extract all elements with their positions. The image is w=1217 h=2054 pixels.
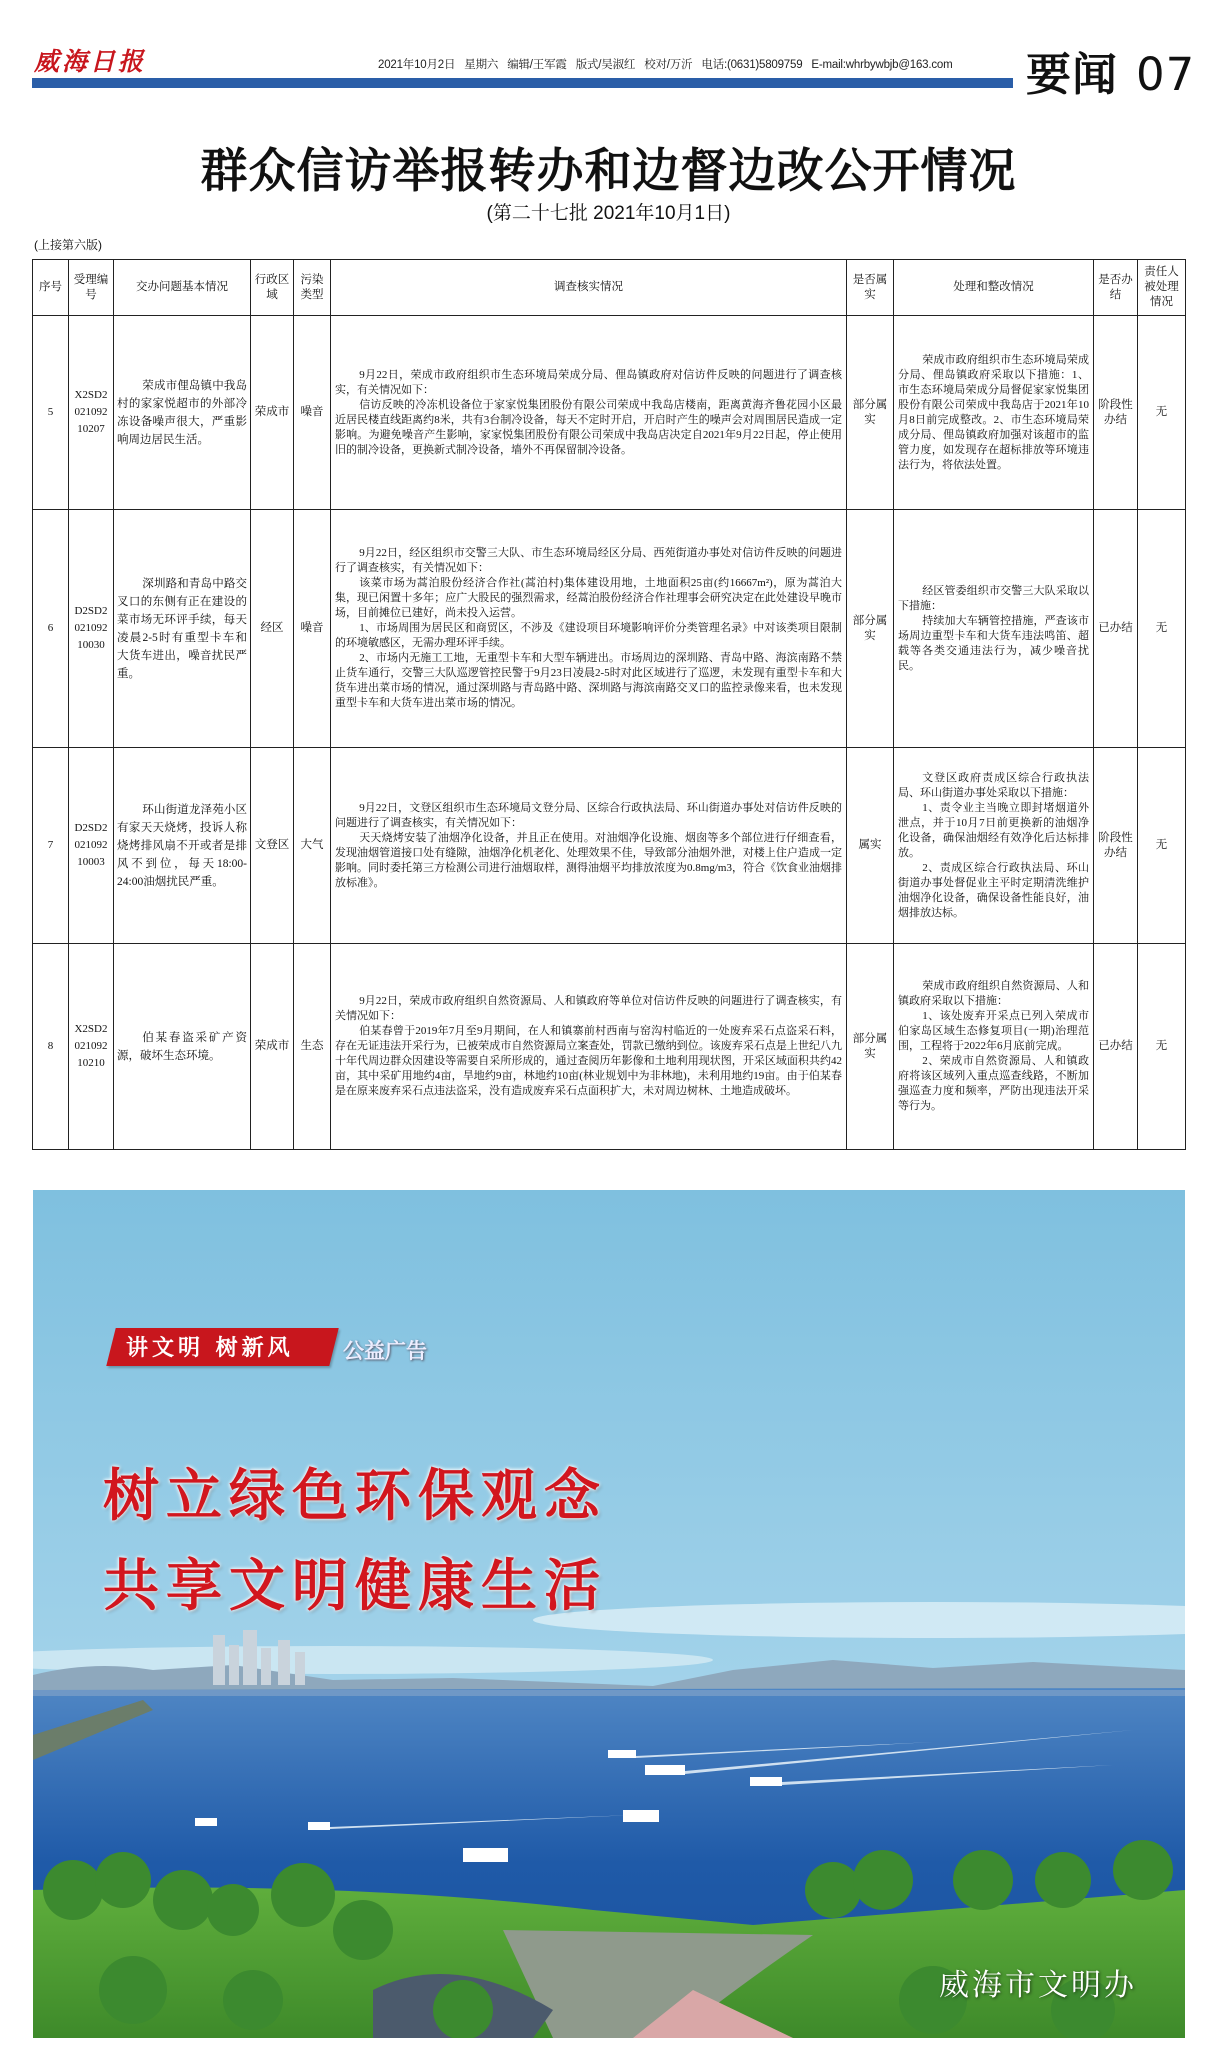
table-header <box>33 260 1186 316</box>
region: 荣成市 <box>251 316 294 510</box>
paragraph: 9月22日，荣成市政府组织市生态环境局荣成分局、俚岛镇政府对信访件反映的问题进行了调查核实，有关情况如下： <box>335 368 842 396</box>
page-subtitle: (第二十七批 2021年10月1日) <box>486 203 731 224</box>
closed-status: 阶段性办结 <box>1094 748 1138 944</box>
column-header: 责任人被处理情况 <box>1138 260 1186 316</box>
row-number: 6 <box>33 510 69 748</box>
pollution-type: 噪音 <box>294 510 331 748</box>
continued-note: (上接第六版) <box>34 238 102 252</box>
meta-item: 星期六 <box>464 59 499 71</box>
accountability: 无 <box>1138 316 1186 510</box>
paragraph: 经区管委组织市交警三大队采取以下措施： <box>898 584 1089 612</box>
row-number: 7 <box>33 748 69 944</box>
meta-item: 校对/万沂 <box>644 59 693 71</box>
findings <box>331 316 847 510</box>
pollution-type: 大气 <box>294 748 331 944</box>
paragraph: 该菜市场为蒿泊股份经济合作社(蒿泊村)集体建设用地，土地面积25亩(约16667m²)，原为蒿泊大集，现已闲置十多年；应广大股民的强烈需求，经蒿泊股份经济合作社理事会研究决定在此处建设早晚市场，目前摊位已建好，尚未投入运营。 <box>335 577 842 619</box>
section-label <box>1026 38 1195 103</box>
section-name: 要闻 <box>1026 48 1119 101</box>
masthead-meta <box>378 56 962 72</box>
column-header: 交办问题基本情况 <box>114 260 251 316</box>
column-header: 是否办结 <box>1094 260 1138 316</box>
verified-status: 部分属实 <box>847 944 894 1150</box>
column-header: 处理和整改情况 <box>894 260 1094 316</box>
closed-status: 已办结 <box>1094 510 1138 748</box>
verified-status: 属实 <box>847 748 894 944</box>
paragraph: 伯某春曾于2019年7月至9月期间，在人和镇寨前村西南与窑沟村临近的一处废弃采石点盗采石料，存在无证违法开采行为，已被荣成市自然资源局立案查处，罚款已缴纳到位。该废弃采石点是上世纪八九十年代周边群众因建设等需要自采所形成的，通过查阅历年影像和土地利用现状图，开采区域面积共约42亩，其中采矿用地约4亩，旱地约9亩，林地约10亩(林业规划中为非林地)，未利用地约19亩。由于伯某春是在原来废弃采石点违法盗采，没有造成废弃采石点面积扩大，未对周边树林、土地造成破坏。 <box>335 1025 842 1097</box>
closed-status: 阶段性办结 <box>1094 316 1138 510</box>
case-id: X2SD202109210207 <box>69 316 114 510</box>
issue-summary <box>114 510 251 748</box>
row-number: 5 <box>33 316 69 510</box>
actions <box>894 944 1094 1150</box>
masthead-bar <box>32 78 1013 88</box>
ad-headline-1: 树立绿色环保观念 <box>103 1464 607 1529</box>
paragraph: 深圳路和青岛中路交叉口的东侧有正在建设的菜市场无环评手续，每天凌晨2-5时有重型卡车和大货车进出，噪音扰民严重。 <box>117 577 247 680</box>
paragraph: 伯某春盗采矿产资源，破坏生态环境。 <box>117 1031 247 1062</box>
accountability: 无 <box>1138 510 1186 748</box>
paragraph: 荣成市政府组织市生态环境局荣成分局、俚岛镇政府采取以下措施：1、市生态环境局荣成分局督促家家悦集团股份有限公司荣成中我岛店于2021年10月8日前完成整改。2、市生态环境局荣成分局、俚岛镇政府加强对该超市的监管力度，如发现存在超标排放等环境违法行为，将依法处置。 <box>898 353 1089 471</box>
actions <box>894 316 1094 510</box>
paragraph: 1、责令业主当晚立即封堵烟道外泄点，并于10月7日前更换新的油烟净化设备，确保油烟经有效净化后达标排放。 <box>898 801 1089 859</box>
paragraph: 1、市场周围为居民区和商贸区，不涉及《建设项目环境影响评价分类管理名录》中对该类项目限制的环境敏感区，无需办理环评手续。 <box>335 622 842 649</box>
column-header: 序号 <box>33 260 69 316</box>
column-header: 受理编号 <box>69 260 114 316</box>
paragraph: 环山街道龙泽苑小区有家天天烧烤，投诉人称烧烤排风扇不开或者是排风不到位，每天18:00-24:00油烟扰民严重。 <box>117 803 247 888</box>
case-id: D2SD202109210030 <box>69 510 114 748</box>
meta-item: 编辑/王军霞 <box>507 59 567 71</box>
pollution-type: 噪音 <box>294 316 331 510</box>
actions <box>894 748 1094 944</box>
meta-item: 版式/吴淑红 <box>575 59 636 71</box>
page-title: 群众信访举报转办和边督边改公开情况 <box>200 144 1017 199</box>
verified-status: 部分属实 <box>847 316 894 510</box>
newspaper-logo: 威海日报 <box>34 47 147 76</box>
slogan-tag: 讲文明 树新风 <box>126 1335 294 1361</box>
public-service-ad <box>33 1190 1185 2038</box>
paragraph: 2、责成区综合行政执法局、环山街道办事处督促业主平时定期清洗维护油烟净化设备，确保设备性能良好，油烟排放达标。 <box>898 861 1089 919</box>
findings <box>331 748 847 944</box>
paragraph: 9月22日，经区组织市交警三大队、市生态环境局经区分局、西苑街道办事处对信访件反映的问题进行了调查核实，有关情况如下： <box>335 547 842 574</box>
paragraph: 9月22日，荣成市政府组织自然资源局、人和镇政府等单位对信访件反映的问题进行了调查核实，有关情况如下： <box>335 995 842 1022</box>
table-row <box>33 944 1186 1150</box>
case-id: D2SD202109210003 <box>69 748 114 944</box>
column-header: 调查核实情况 <box>331 260 847 316</box>
closed-status: 已办结 <box>1094 944 1138 1150</box>
accountability: 无 <box>1138 748 1186 944</box>
issue-summary <box>114 316 251 510</box>
page-number: 07 <box>1136 48 1196 101</box>
ad-sponsor: 威海市文明办 <box>939 1968 1137 2003</box>
paragraph: 信访反映的冷冻机设备位于家家悦集团股份有限公司荣成中我岛店楼南，距离黄海齐鲁花园小区最近居民楼直线距离约8米，共有3台制冷设备，每天不定时开启，开启时产生的噪声会对周围居民造成一定影响。为避免噪音产生影响，家家悦集团股份有限公司荣成中我岛店决定自2021年9月22日起，停止使用旧的制冷设备，更换新式制冷设备，墙外不再保留制冷设备。 <box>335 398 842 456</box>
paragraph: 2、市场内无施工工地，无重型卡车和大型车辆进出。市场周边的深圳路、青岛中路、海滨南路不禁止货车通行，交警三大队巡逻管控民警于9月23日凌晨2-5时对此区域进行了巡逻，未发现有重型卡车和大货车进出菜市场的情况，通过深圳路与青岛路中路、深圳路与海滨南路交叉口的监控录像来看，也未发现重型卡车和大货车进出菜市场的情况。 <box>335 652 842 709</box>
meta-item: 电话:(0631)5809759 <box>701 59 803 71</box>
paragraph: 1、该处废弃开采点已列入荣成市伯家岛区域生态修复项目(一期)治理范围，工程将于2022年6月底前完成。 <box>898 1010 1089 1052</box>
paragraph: 荣成市俚岛镇中我岛村的家家悦超市的外部冷冻设备噪声很大，严重影响周边居民生活。 <box>117 379 247 446</box>
psa-label: 公益广告 <box>343 1338 427 1363</box>
column-header: 污染类型 <box>294 260 331 316</box>
region: 荣成市 <box>251 944 294 1150</box>
column-header: 是否属实 <box>847 260 894 316</box>
findings <box>331 510 847 748</box>
paragraph: 荣成市政府组织自然资源局、人和镇政府采取以下措施： <box>898 980 1089 1007</box>
findings <box>331 944 847 1150</box>
case-id: X2SD202109210210 <box>69 944 114 1150</box>
region: 经区 <box>251 510 294 748</box>
meta-item: 2021年10月2日 <box>378 59 456 71</box>
meta-item: E-mail:whrbywbjb@163.com <box>811 59 953 71</box>
paragraph: 天天烧烤安装了油烟净化设备，并且正在使用。对油烟净化设施、烟囱等多个部位进行仔细查看，发现油烟管道接口处有缝隙，油烟净化机老化、处理效果不佳，导致部分油烟外泄，对楼上住户造成一定影响。同时委托第三方检测公司进行油烟取样，测得油烟平均排放浓度为0.8mg/m3，符合《饮食业油烟排放标准》。 <box>335 831 842 889</box>
ad-headline-2: 共享文明健康生活 <box>103 1554 607 1619</box>
table-row <box>33 748 1186 944</box>
row-number: 8 <box>33 944 69 1150</box>
actions <box>894 510 1094 748</box>
pollution-type: 生态 <box>294 944 331 1150</box>
table-row <box>33 510 1186 748</box>
paragraph: 持续加大车辆管控措施，严查该市场周边重型卡车和大货车违法鸣笛、超载等各类交通违法行为，减少噪音扰民。 <box>898 614 1089 672</box>
issue-summary <box>114 944 251 1150</box>
issue-summary <box>114 748 251 944</box>
accountability: 无 <box>1138 944 1186 1150</box>
paragraph: 文登区政府责成区综合行政执法局、环山街道办事处采取以下措施： <box>898 771 1089 799</box>
paragraph: 2、荣成市自然资源局、人和镇政府将该区域列入重点巡查线路，不断加强巡查力度和频率，严防出现违法开采等行为。 <box>898 1055 1089 1112</box>
verified-status: 部分属实 <box>847 510 894 748</box>
petition-table <box>32 259 1186 1150</box>
region: 文登区 <box>251 748 294 944</box>
column-header: 行政区域 <box>251 260 294 316</box>
table-row <box>33 316 1186 510</box>
paragraph: 9月22日，文登区组织市生态环境局文登分局、区综合行政执法局、环山街道办事处对信访件反映的问题进行了调查核实，有关情况如下： <box>335 801 842 829</box>
